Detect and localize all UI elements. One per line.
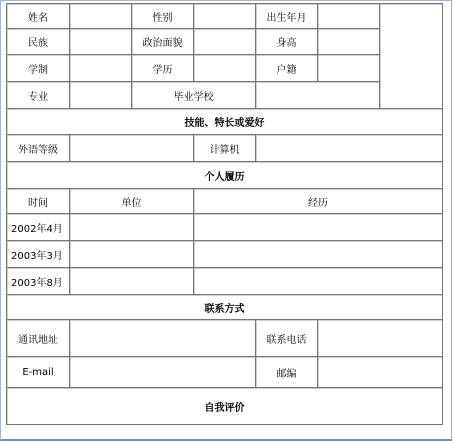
- major-value[interactable]: [70, 82, 132, 109]
- resume-table: [6, 3, 443, 425]
- school-label: 毕业学校: [132, 82, 256, 109]
- household-label: 户籍: [256, 55, 318, 82]
- experience-unit[interactable]: [70, 268, 194, 295]
- experience-unit[interactable]: [70, 241, 194, 268]
- address-label: 通讯地址: [7, 320, 70, 357]
- experience-header: 个人履历: [7, 162, 443, 189]
- phone-label: 联系电话: [256, 320, 318, 357]
- row-experience-columns: [7, 189, 443, 214]
- col-time-header: 时间: [7, 189, 70, 214]
- table-row: [7, 241, 443, 268]
- height-label: 身高: [256, 29, 318, 55]
- experience-detail[interactable]: [194, 268, 443, 295]
- row-experience-header: [7, 162, 443, 189]
- experience-time: 2003年3月: [7, 241, 70, 268]
- birth-value[interactable]: [318, 4, 380, 29]
- address-value[interactable]: [70, 320, 256, 357]
- education-system-label: 学制: [7, 55, 70, 82]
- name-value[interactable]: [70, 4, 132, 29]
- evaluation-header: 自我评价: [7, 388, 443, 425]
- row-personal-4: [7, 82, 443, 109]
- language-value[interactable]: [70, 135, 194, 162]
- row-personal-3: [7, 55, 443, 82]
- email-label: E-mail: [7, 357, 70, 388]
- email-value[interactable]: [70, 357, 256, 388]
- gender-label: 性别: [132, 4, 194, 29]
- row-personal-2: [7, 29, 443, 55]
- degree-value[interactable]: [194, 55, 256, 82]
- row-skills-header: [7, 109, 443, 135]
- experience-unit[interactable]: [70, 214, 194, 241]
- education-system-value[interactable]: [70, 55, 132, 82]
- computer-label: 计算机: [194, 135, 256, 162]
- postcode-label: 邮编: [256, 357, 318, 388]
- row-personal-1: [7, 4, 443, 29]
- birth-label: 出生年月: [256, 4, 318, 29]
- phone-value[interactable]: [318, 320, 443, 357]
- experience-time: 2003年8月: [7, 268, 70, 295]
- postcode-value[interactable]: [318, 357, 443, 388]
- table-row: [7, 268, 443, 295]
- col-unit-header: 单位: [70, 189, 194, 214]
- computer-value[interactable]: [256, 135, 443, 162]
- row-skills: [7, 135, 443, 162]
- contact-header: 联系方式: [7, 295, 443, 320]
- height-value[interactable]: [318, 29, 380, 55]
- experience-detail[interactable]: [194, 241, 443, 268]
- experience-detail[interactable]: [194, 214, 443, 241]
- political-label: 政治面貌: [132, 29, 194, 55]
- political-value[interactable]: [194, 29, 256, 55]
- experience-time: 2002年4月: [7, 214, 70, 241]
- row-evaluation-header: [7, 388, 443, 425]
- row-contact-2: [7, 357, 443, 388]
- school-value[interactable]: [256, 82, 380, 109]
- skills-header: 技能、特长或爱好: [7, 109, 443, 135]
- language-label: 外语等级: [7, 135, 70, 162]
- row-contact-1: [7, 320, 443, 357]
- row-contact-header: [7, 295, 443, 320]
- ethnicity-value[interactable]: [70, 29, 132, 55]
- col-detail-header: 经历: [194, 189, 443, 214]
- photo-cell[interactable]: [380, 4, 443, 109]
- ethnicity-label: 民族: [7, 29, 70, 55]
- name-label: 姓名: [7, 4, 70, 29]
- degree-label: 学历: [132, 55, 194, 82]
- household-value[interactable]: [318, 55, 380, 82]
- table-row: [7, 214, 443, 241]
- major-label: 专业: [7, 82, 70, 109]
- gender-value[interactable]: [194, 4, 256, 29]
